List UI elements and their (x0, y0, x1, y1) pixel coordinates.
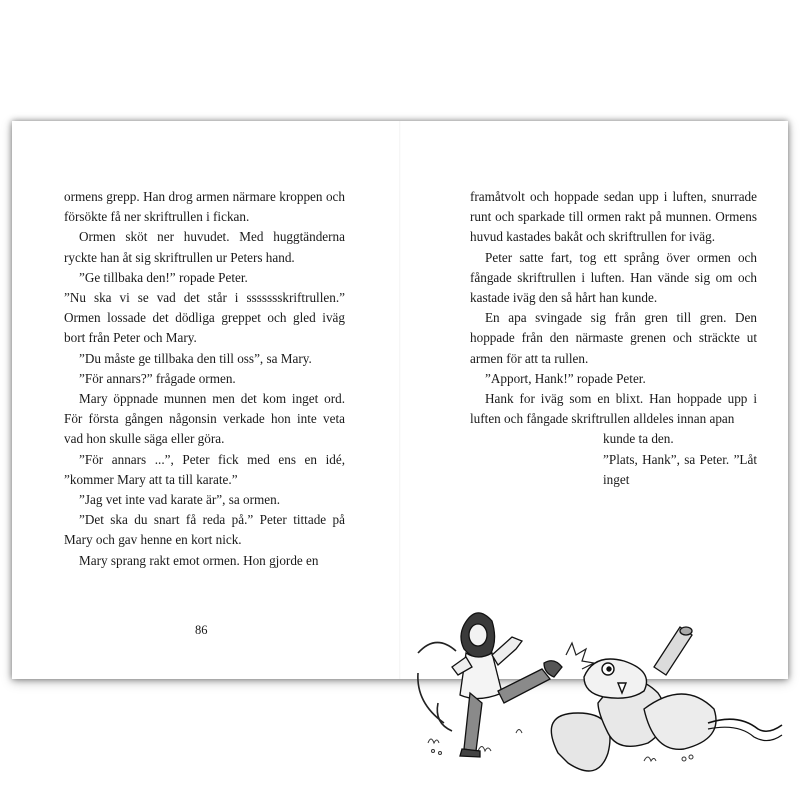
paragraph: kunde ta den. (603, 431, 674, 447)
book-spread (12, 121, 788, 679)
paragraph: Mary sprang rakt emot ormen. Hon gjorde en (79, 552, 319, 568)
paragraph: Mary öppnade munnen men det kom inget ord. För första gången någonsin verkade hon inte veta vad hon skulle säga eller göra. (64, 391, 345, 447)
page-number: 86 (195, 623, 208, 637)
paragraph: Peter satte fart, tog ett språng över ormen och fångade skriftrullen i luften. Han vände sig om och kastade iväg den så hårt han kunde. (470, 249, 757, 306)
paragraph: framåtvolt och hoppade sedan upp i luften, snurrade runt och sparkade till ormen rakt på munnen. Ormens huvud kastades bakåt och skriftrullen for iväg. (470, 189, 757, 245)
scroll-icon (654, 627, 692, 675)
paragraph: ormens grepp. Han drog armen närmare kroppen och försökte få ner skriftrullen i fickan. (64, 189, 345, 225)
paragraph: ”Plats, Hank”, sa Peter. ”Låt inget (603, 451, 757, 487)
paragraph: ”Du måste ge tillbaka den till oss”, sa Mary. (79, 350, 312, 366)
paragraph: ”Det ska du snart få reda på.” Peter tittade på Mary och gav henne en kort nick. (64, 512, 345, 548)
left-page-text (64, 187, 345, 571)
paragraph: ”Jag vet inte vad karate är”, sa ormen. (79, 492, 281, 508)
paragraph: ”Apport, Hank!” ropade Peter. (485, 370, 646, 386)
left-page (12, 121, 400, 679)
paragraph: ”Nu ska vi se vad det står i ssssssskriftrullen.” Ormen lossade det dödliga greppet och gled iväg bort från Peter och Mary. (64, 290, 345, 346)
paragraph: Hank for iväg som en blixt. Han hoppade upp i luften och fångade skriftrullen alldeles innan apan (470, 391, 757, 427)
paragraph: ”För annars?” frågade ormen. (79, 370, 236, 386)
paragraph: En apa svingade sig från gren till gren. Den hoppade från den närmaste grenen och sträckte ut armen för att ta rullen. (470, 310, 757, 366)
girl-figure (452, 613, 562, 757)
paragraph: ”För annars ...”, Peter fick med ens en idé, ”kommer Mary att ta till karate.” (64, 451, 345, 487)
motion-swooshes (418, 642, 456, 731)
paragraph: Ormen sköt ner huvudet. Med huggtänderna ryckte han åt sig skriftrullen ur Peters hand. (64, 229, 345, 265)
girl-kicking-snake-illustration (408, 583, 788, 783)
right-page-text (470, 187, 757, 490)
paragraph: ”Ge tillbaka den!” ropade Peter. (79, 269, 248, 285)
impact-burst (566, 643, 594, 669)
snake-body (551, 659, 782, 771)
